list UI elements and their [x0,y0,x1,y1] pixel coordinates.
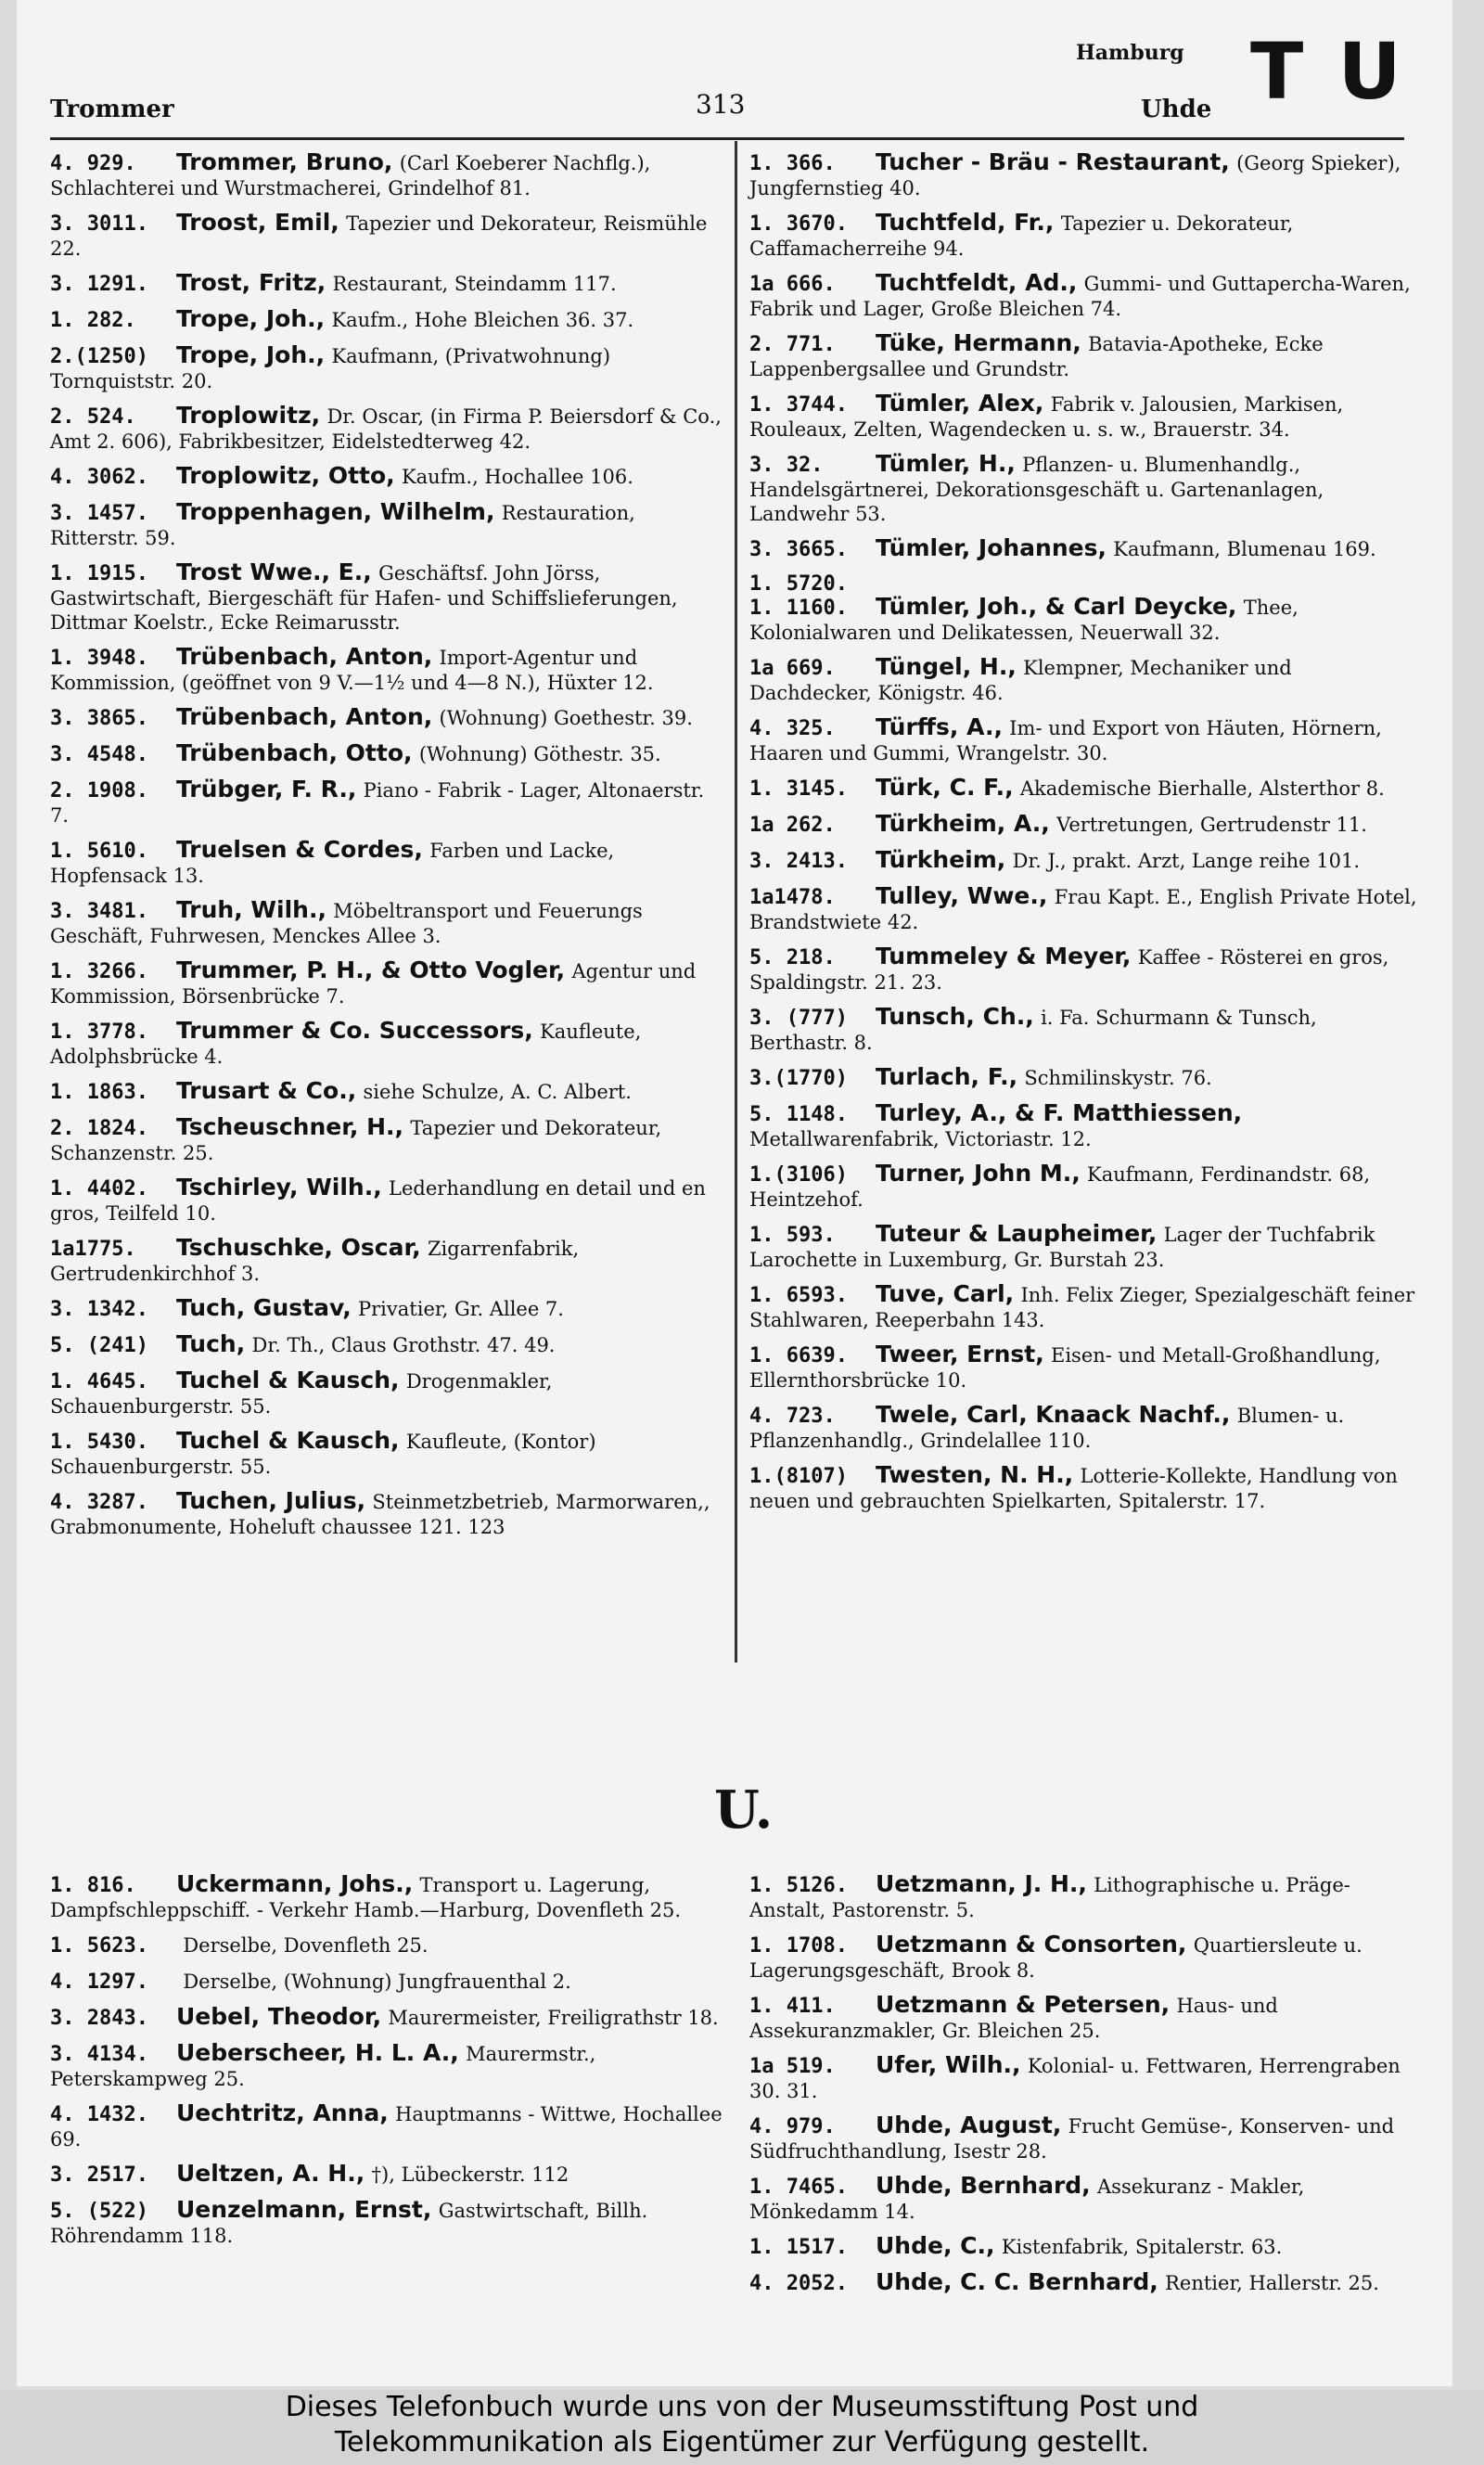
subscriber-details: i. Fa. Schurmann & Tunsch, Berthastr. 8. [749,1007,1317,1054]
subscriber-name: Uetzmann & Consorten, [876,1931,1187,1958]
subscriber-name: Uechtritz, Anna, [176,2099,389,2126]
directory-entry [50,1332,723,1358]
phone-number: 4. 1432. [50,2103,148,2126]
directory-entry [749,2113,1417,2163]
phone-number: 3. 1342. [50,1298,148,1321]
directory-entry [749,150,1417,200]
subscriber-name: Tuchtfeld, Fr., [876,209,1055,236]
subscriber-name: Troppenhagen, Wilhelm, [176,498,495,525]
directory-entry [50,211,723,261]
subscriber-name: Troost, Emil, [176,209,339,236]
directory-entry [50,500,723,550]
subscriber-name: Tümler, Johannes, [876,534,1107,561]
subscriber-name: Uhde, Bernhard, [876,2172,1091,2199]
directory-entry [50,1932,723,1958]
subscriber-name: Tuch, [176,1330,246,1357]
subscriber-name: Turley, A., & F. Matthiessen, [876,1099,1243,1126]
phone-number: 4. 3287. [50,1491,148,1514]
phone-number: 4. 2052. [749,2272,848,2295]
subscriber-details: Transport u. Lagerung, Dampfschleppschiff. - Verkehr Hamb.—Harburg, Dovenfleth 25. [50,1874,682,1921]
subscriber-details: Derselbe, (Wohnung) Jungfrauenthal 2. [183,1971,571,1993]
phone-number: 4. 3062. [50,466,148,489]
phone-number: 1. 282. [50,309,136,332]
column-divider [735,141,737,1663]
phone-number: 1. 4645. [50,1370,148,1393]
phone-number: 1. 593. [749,1224,836,1247]
directory-entry [50,2162,723,2188]
subscriber-details: Vertretungen, Gertrudenstr 11. [1056,814,1367,836]
phone-number: 5. 1148. [749,1103,848,1126]
phone-number: 1. 3778. [50,1021,148,1044]
subscriber-name: Tscheuschner, H., [176,1113,404,1140]
subscriber-details: Kaufmann, Blumenau 169. [1113,538,1376,560]
subscriber-name: Truelsen & Cordes, [176,836,423,863]
subscriber-name: Tüke, Hermann, [876,329,1081,356]
subscriber-details: Agentur und Kommission, Börsenbrücke 7. [50,960,697,1008]
directory-entry [50,2005,723,2031]
subscriber-name: Tschuschke, Oscar, [176,1234,421,1261]
u-right-column [749,1872,1417,2306]
phone-number: 1a 669. [749,657,836,680]
directory-entry [50,838,723,888]
directory-entry [50,1296,723,1322]
directory-entry [50,1019,723,1069]
phone-number: 3. 3011. [50,212,148,236]
subscriber-name: Trost Wwe., E., [176,558,372,585]
directory-entry [50,307,723,333]
directory-entry [749,1101,1417,1151]
directory-entry [50,343,723,393]
subscriber-name: Tuve, Carl, [876,1280,1015,1307]
subscriber-details: Lotterie-Kollekte, Handlung von neuen und gebrauchten Spielkarten, Spitalerstr. 17. [749,1465,1398,1512]
subscriber-details: Akademische Bierhalle, Alsterthor 8. [1019,777,1385,800]
subscriber-name: Trommer, Bruno, [176,148,393,175]
directory-entry [50,705,723,731]
directory-entry [749,452,1417,526]
phone-number: 3. 3865. [50,707,148,730]
phone-number: 1.(3106) [749,1163,848,1187]
subscriber-details: Tapezier u. Dekorateur, Caffamacherreihe 94. [749,212,1294,260]
subscriber-details: Farben und Lacke, Hopfensack 13. [50,840,615,887]
phone-number: 1. 5430. [50,1431,148,1454]
subscriber-details: Maurermeister, Freiligrathstr 18. [388,2007,719,2029]
directory-entry [749,1993,1417,2043]
phone-number: 1. 366. [749,152,836,175]
phone-number: 3. 1457. [50,502,148,525]
directory-entry [50,1429,723,1479]
directory-entry [749,944,1417,995]
phone-number: 1. 4402. [50,1177,148,1200]
subscriber-details: (Wohnung) Goethestr. 39. [439,707,693,729]
phone-number: 3. 4134. [50,2043,148,2066]
subscriber-name: Tüngel, H., [876,653,1017,680]
phone-number: 1. 5623. [50,1934,148,1958]
phone-number: 3. 2843. [50,2007,148,2030]
subscriber-details: Gummi- und Guttapercha-Waren, Fabrik und Lager, Große Bleichen 74. [749,273,1411,320]
directory-entry [749,776,1417,802]
subscriber-name: Tunsch, Ch., [876,1003,1034,1030]
city-header: Hamburg [1076,41,1184,65]
directory-entry [749,1872,1417,1922]
directory-entry [749,271,1417,321]
directory-entry [50,958,723,1008]
subscriber-name: Trusart & Co., [176,1077,357,1104]
phone-number: 3. 3481. [50,900,148,923]
directory-entry [749,1065,1417,1091]
subscriber-name: Trope, Joh., [176,341,326,368]
directory-entry [749,1463,1417,1513]
subscriber-name: Troplowitz, [176,402,321,429]
phone-number: 5. (522) [50,2200,148,2223]
directory-entry [50,150,723,200]
phone-number: 2.(1250) [50,345,148,368]
subscriber-details: Assekuranz - Makler, Mönkedamm 14. [749,2176,1305,2223]
phone-number: 5. 218. [749,946,836,969]
phone-number: 4. 723. [749,1405,836,1428]
subscriber-details: Eisen- und Metall-Großhandlung, Ellernthorsbrücke 10. [749,1344,1381,1392]
subscriber-name: Türffs, A., [876,713,1003,740]
subscriber-details: Im- und Export von Häuten, Hörnern, Haaren und Gummi, Wrangelstr. 30. [749,717,1382,764]
directory-entry [749,812,1417,838]
directory-entry [749,536,1417,562]
subscriber-details: Pflanzen- u. Blumenhandlg., Handelsgärtnerei, Dekorationsgeschäft u. Gartenanlagen, Landwehr 53. [749,454,1324,525]
subscriber-details: Batavia-Apotheke, Ecke Lappenbergsallee und Grundstr. [749,333,1324,380]
subscriber-details: Lithographische u. Präge-Anstalt, Pastorenstr. 5. [749,1874,1350,1921]
subscriber-details: Kaufmann, Ferdinandstr. 68, Heintzehof. [749,1163,1371,1211]
header-rule [50,137,1404,140]
subscriber-name: Tuchel & Kausch, [176,1367,400,1393]
subscriber-name: Tümler, H., [876,450,1016,477]
phone-number: 1. 1517. [749,2236,848,2259]
subscriber-name: Tuchel & Kausch, [176,1427,400,1454]
subscriber-details: Tapezier und Dekorateur, Reismühle 22. [50,212,708,260]
subscriber-details: †), Lübeckerstr. 112 [371,2163,569,2186]
directory-entry [749,2053,1417,2103]
subscriber-name: Trope, Joh., [176,305,326,332]
phone-number: 4. 979. [749,2115,836,2138]
phone-number: 3. 1291. [50,273,148,296]
subscriber-name: Turlach, F., [876,1063,1018,1090]
phone-number: 4. 1297. [50,1971,148,1994]
directory-entry [749,1342,1417,1393]
subscriber-name: Troplowitz, Otto, [176,462,395,489]
subscriber-name: Trübenbach, Anton, [176,703,433,730]
subscriber-name: Tweer, Ernst, [876,1341,1044,1367]
subscriber-name: Trummer & Co. Successors, [176,1017,533,1044]
directory-entry [749,572,1417,645]
directory-entry [749,1005,1417,1055]
directory-entry [749,884,1417,934]
subscriber-details: Tapezier und Dekorateur, Schanzenstr. 25. [50,1117,662,1164]
subscriber-name: Uebel, Theodor, [176,2003,382,2030]
directory-entry [50,777,723,828]
directory-entry [749,1282,1417,1332]
subscriber-details: Privatier, Gr. Allee 7. [358,1298,564,1320]
subscriber-details: Kaufm., Hochallee 106. [401,466,633,488]
phone-number: 3. 32. [749,454,824,477]
directory-entry [749,715,1417,765]
directory-entry [749,655,1417,705]
subscriber-details: Hauptmanns - Wittwe, Hochallee 69. [50,2103,723,2150]
subscriber-details: Thee, Kolonialwaren und Delikatessen, Neuerwall 32. [749,597,1298,644]
subscriber-details: Dr. J., prakt. Arzt, Lange reihe 101. [1012,850,1361,872]
phone-number: 1a 519. [749,2055,836,2078]
directory-entry [749,1222,1417,1272]
subscriber-name: Tuch, Gustav, [176,1294,352,1321]
section-letter-u: U. [714,1779,774,1841]
phone-number: 4. 929. [50,152,136,175]
subscriber-details: Gastwirtschaft, Billh. Röhrendamm 118. [50,2200,648,2247]
subscriber-name: Trübenbach, Otto, [176,739,413,766]
phone-number: 2. 1824. [50,1117,148,1140]
subscriber-details: Frau Kapt. E., English Private Hotel, Brandstwiete 42. [749,886,1417,933]
subscriber-details: Kaffee - Rösterei en gros, Spaldingstr. 21. 23. [749,946,1389,994]
directory-entry [50,560,723,635]
directory-entry [50,2101,723,2151]
directory-entry [50,464,723,490]
left-column [50,150,723,1549]
directory-entry [749,1162,1417,1212]
notice-line-2: Telekommunikation als Eigentümer zur Verfügung gestellt. [334,2426,1150,2459]
directory-entry [50,1236,723,1286]
directory-entry [50,898,723,948]
subscriber-details: Piano - Fabrik - Lager, Altonaerstr. 7. [50,779,705,827]
subscriber-details: Fabrik v. Jalousien, Markisen, Rouleaux, Zelten, Wagendecken u. s. w., Brauerstr. 34. [749,393,1344,441]
phone-number: 1. 3670. [749,212,848,236]
subscriber-name: Trummer, P. H., & Otto Vogler, [176,956,566,983]
subscriber-details: (Wohnung) Göthestr. 35. [418,743,661,765]
directory-entry [50,1368,723,1419]
subscriber-details: Rentier, Hallerstr. 25. [1165,2272,1379,2294]
subscriber-name: Uhde, C., [876,2232,995,2259]
directory-entry [749,211,1417,261]
phone-number: 3. 3665. [749,538,848,561]
subscriber-details: Geschäftsf. John Jörss, Gastwirtschaft, Biergeschäft für Hafen- und Schiffslieferungen, Dittmar Koelstr., Ecke Reimarusstr. [50,562,678,634]
subscriber-details: Restaurant, Steindamm 117. [332,273,617,295]
phone-number: 3. 4548. [50,743,148,766]
phone-number: 3. (777) [749,1007,848,1030]
phone-number: 1.(8107) [749,1465,848,1488]
right-column [749,150,1417,1523]
phone-number: 1. 5610. [50,840,148,863]
page-number: 313 [696,89,746,120]
phone-number: 1. 1708. [749,1934,848,1958]
phone-number: 1. 1863. [50,1081,148,1104]
directory-entry [50,741,723,767]
directory-entry [749,1403,1417,1453]
left-running-head: Trommer [50,96,174,123]
phone-number: 1. 411. [749,1995,836,2018]
directory-entry [50,271,723,297]
directory-entry [50,645,723,695]
subscriber-name: Tschirley, Wilh., [176,1174,382,1200]
subscriber-details: Dr. Th., Claus Grothstr. 47. 49. [251,1334,556,1356]
subscriber-details: Maurermstr., Peterskampweg 25. [50,2043,596,2090]
subscriber-name: Tümler, Alex, [876,390,1044,417]
phone-number: 3. 2517. [50,2163,148,2187]
subscriber-details: Steinmetzbetrieb, Marmorwaren,, Grabmonumente, Hoheluft chaussee 121. 123 [50,1491,710,1538]
subscriber-name: Uhde, C. C. Bernhard, [876,2268,1158,2295]
subscriber-details: Klempner, Mechaniker und Dachdecker, Königstr. 46. [749,657,1292,704]
notice-line-1: Dieses Telefonbuch wurde uns von der Museumsstiftung Post und [285,2391,1199,2423]
directory-entry [749,2234,1417,2260]
subscriber-name: Tuchtfeldt, Ad., [876,269,1078,296]
phone-number: 1. 5126. [749,1874,848,1897]
phone-number: 4. 325. [749,717,836,740]
subscriber-name: Tuchen, Julius, [176,1487,366,1514]
subscriber-name: Türkheim, A., [876,810,1050,837]
subscriber-details: Dr. Oscar, (in Firma P. Beiersdorf & Co., Amt 2. 606), Fabrikbesitzer, Eidelstedterweg 42. [50,405,722,453]
subscriber-name: Twesten, N. H., [876,1461,1074,1488]
directory-sheet [17,0,1452,2386]
phone-number: 1a1478. [749,886,836,909]
subscriber-details: Kolonial- u. Fettwaren, Herrengraben 30. 31. [749,2055,1401,2102]
subscriber-details: Inh. Felix Zieger, Spezialgeschäft feiner Stahlwaren, Reeperbahn 143. [749,1284,1415,1331]
directory-entry [50,2198,723,2248]
phone-number: 2. 524. [50,405,136,429]
subscriber-name: Twele, Carl, Knaack Nachf., [876,1401,1231,1428]
directory-entry [749,1932,1417,1983]
subscriber-details: Lager der Tuchfabrik Larochette in Luxemburg, Gr. Burstah 23. [749,1224,1375,1271]
subscriber-name: Tümler, Joh., & Carl Deycke, [876,593,1237,620]
subscriber-name: Uckermann, Johs., [176,1870,414,1897]
subscriber-details: Kaufmann, (Privatwohnung) Tornquiststr. 20. [50,345,611,392]
phone-number: 1. 6593. [749,1284,848,1307]
phone-number: 1. 3948. [50,647,148,670]
subscriber-details: (Georg Spieker), Jungfernstieg 40. [749,152,1401,199]
directory-entry [749,2174,1417,2224]
phone-number: 1. 5720. 1. 1160. [749,572,848,620]
thumb-index-letters: T U [1250,26,1405,117]
subscriber-name: Tucher - Bräu - Restaurant, [876,148,1230,175]
directory-entry [749,392,1417,442]
directory-entry [749,2270,1417,2296]
subscriber-details: (Carl Koeberer Nachflg.), Schlachterei und Wurstmacherei, Grindelhof 81. [50,152,651,199]
subscriber-name: Uhde, August, [876,2112,1062,2138]
subscriber-name: Uenzelmann, Ernst, [176,2196,432,2223]
subscriber-name: Turner, John M., [876,1160,1081,1187]
subscriber-name: Trost, Fritz, [176,269,326,296]
subscriber-details: Drogenmakler, Schauenburgerstr. 55. [50,1370,553,1418]
phone-number: 5. (241) [50,1334,148,1357]
subscriber-name: Uetzmann, J. H., [876,1870,1087,1897]
u-left-column [50,1872,723,2258]
directory-entry [749,331,1417,381]
subscriber-details: Blumen- u. Pflanzenhandlg., Grindelallee 110. [749,1405,1345,1452]
subscriber-details: Metallwarenfabrik, Victoriastr. 12. [749,1128,1092,1150]
subscriber-details: Lederhandlung en detail und en gros, Teilfeld 10. [50,1177,706,1225]
subscriber-name: Trübenbach, Anton, [176,643,433,670]
subscriber-name: Türk, C. F., [876,774,1014,801]
subscriber-details: Restauration, Ritterstr. 59. [50,502,635,549]
subscriber-name: Trübger, F. R., [176,776,357,802]
subscriber-details: Import-Agentur und Kommission, (geöffnet von 9 V.—1½ und 4—8 N.), Hüxter 12. [50,647,654,694]
subscriber-name: Tuteur & Laupheimer, [876,1220,1158,1247]
directory-entry [50,1115,723,1165]
phone-number: 1a 262. [749,814,836,837]
subscriber-name: Tulley, Wwe., [876,882,1048,909]
subscriber-details: Frucht Gemüse-, Konserven- und Südfruchthandlung, Isestr 28. [749,2115,1395,2163]
phone-number: 3.(1770) [749,1067,848,1090]
phone-number: 1. 3266. [50,960,148,983]
subscriber-details: Haus- und Assekuranzmakler, Gr. Bleichen 25. [749,1995,1278,2042]
directory-entry [749,848,1417,874]
phone-number: 1. 7465. [749,2176,848,2199]
phone-number: 1. 3145. [749,777,848,801]
subscriber-details: Schmilinskystr. 76. [1024,1067,1212,1089]
phone-number: 1a1775. [50,1238,136,1261]
directory-entry [50,1489,723,1539]
archive-notice [0,2390,1484,2465]
phone-number: 2. 771. [749,333,836,356]
directory-entry [50,404,723,454]
subscriber-name: Ueberscheer, H. L. A., [176,2039,459,2066]
directory-entry [50,2041,723,2091]
directory-entry [50,1969,723,1995]
subscriber-details: Kaufleute, (Kontor) Schauenburgerstr. 55. [50,1431,596,1478]
phone-number: 1. 1915. [50,562,148,585]
subscriber-details: Quartiersleute u. Lagerungsgeschäft, Brook 8. [749,1934,1362,1982]
directory-entry [50,1079,723,1105]
subscriber-details: siehe Schulze, A. C. Albert. [363,1081,632,1103]
subscriber-name: Türkheim, [876,846,1006,873]
phone-number: 1. 816. [50,1874,136,1897]
right-running-head: Uhde [1141,96,1212,123]
phone-number: 1a 666. [749,273,836,296]
subscriber-details: Zigarrenfabrik, Gertrudenkirchhof 3. [50,1238,580,1285]
phone-number: 2. 1908. [50,779,148,802]
subscriber-name: Ueltzen, A. H., [176,2160,365,2187]
phone-number: 3. 2413. [749,850,848,873]
subscriber-details: Derselbe, Dovenfleth 25. [183,1934,429,1957]
subscriber-details: Kaufm., Hohe Bleichen 36. 37. [331,309,634,331]
subscriber-details: Kistenfabrik, Spitalerstr. 63. [1001,2236,1283,2258]
phone-number: 1. 6639. [749,1344,848,1367]
subscriber-name: Uetzmann & Petersen, [876,1991,1171,2018]
subscriber-details: Möbeltransport und Feuerungs Geschäft, Fuhrwesen, Menckes Allee 3. [50,900,643,947]
directory-entry [50,1872,723,1922]
subscriber-name: Truh, Wilh., [176,896,326,923]
subscriber-details: Kaufleute, Adolphsbrücke 4. [50,1021,642,1068]
phone-number: 1. 3744. [749,393,848,417]
subscriber-name: Ufer, Wilh., [876,2051,1021,2078]
subscriber-name: Tummeley & Meyer, [876,943,1132,969]
directory-entry [50,1175,723,1226]
